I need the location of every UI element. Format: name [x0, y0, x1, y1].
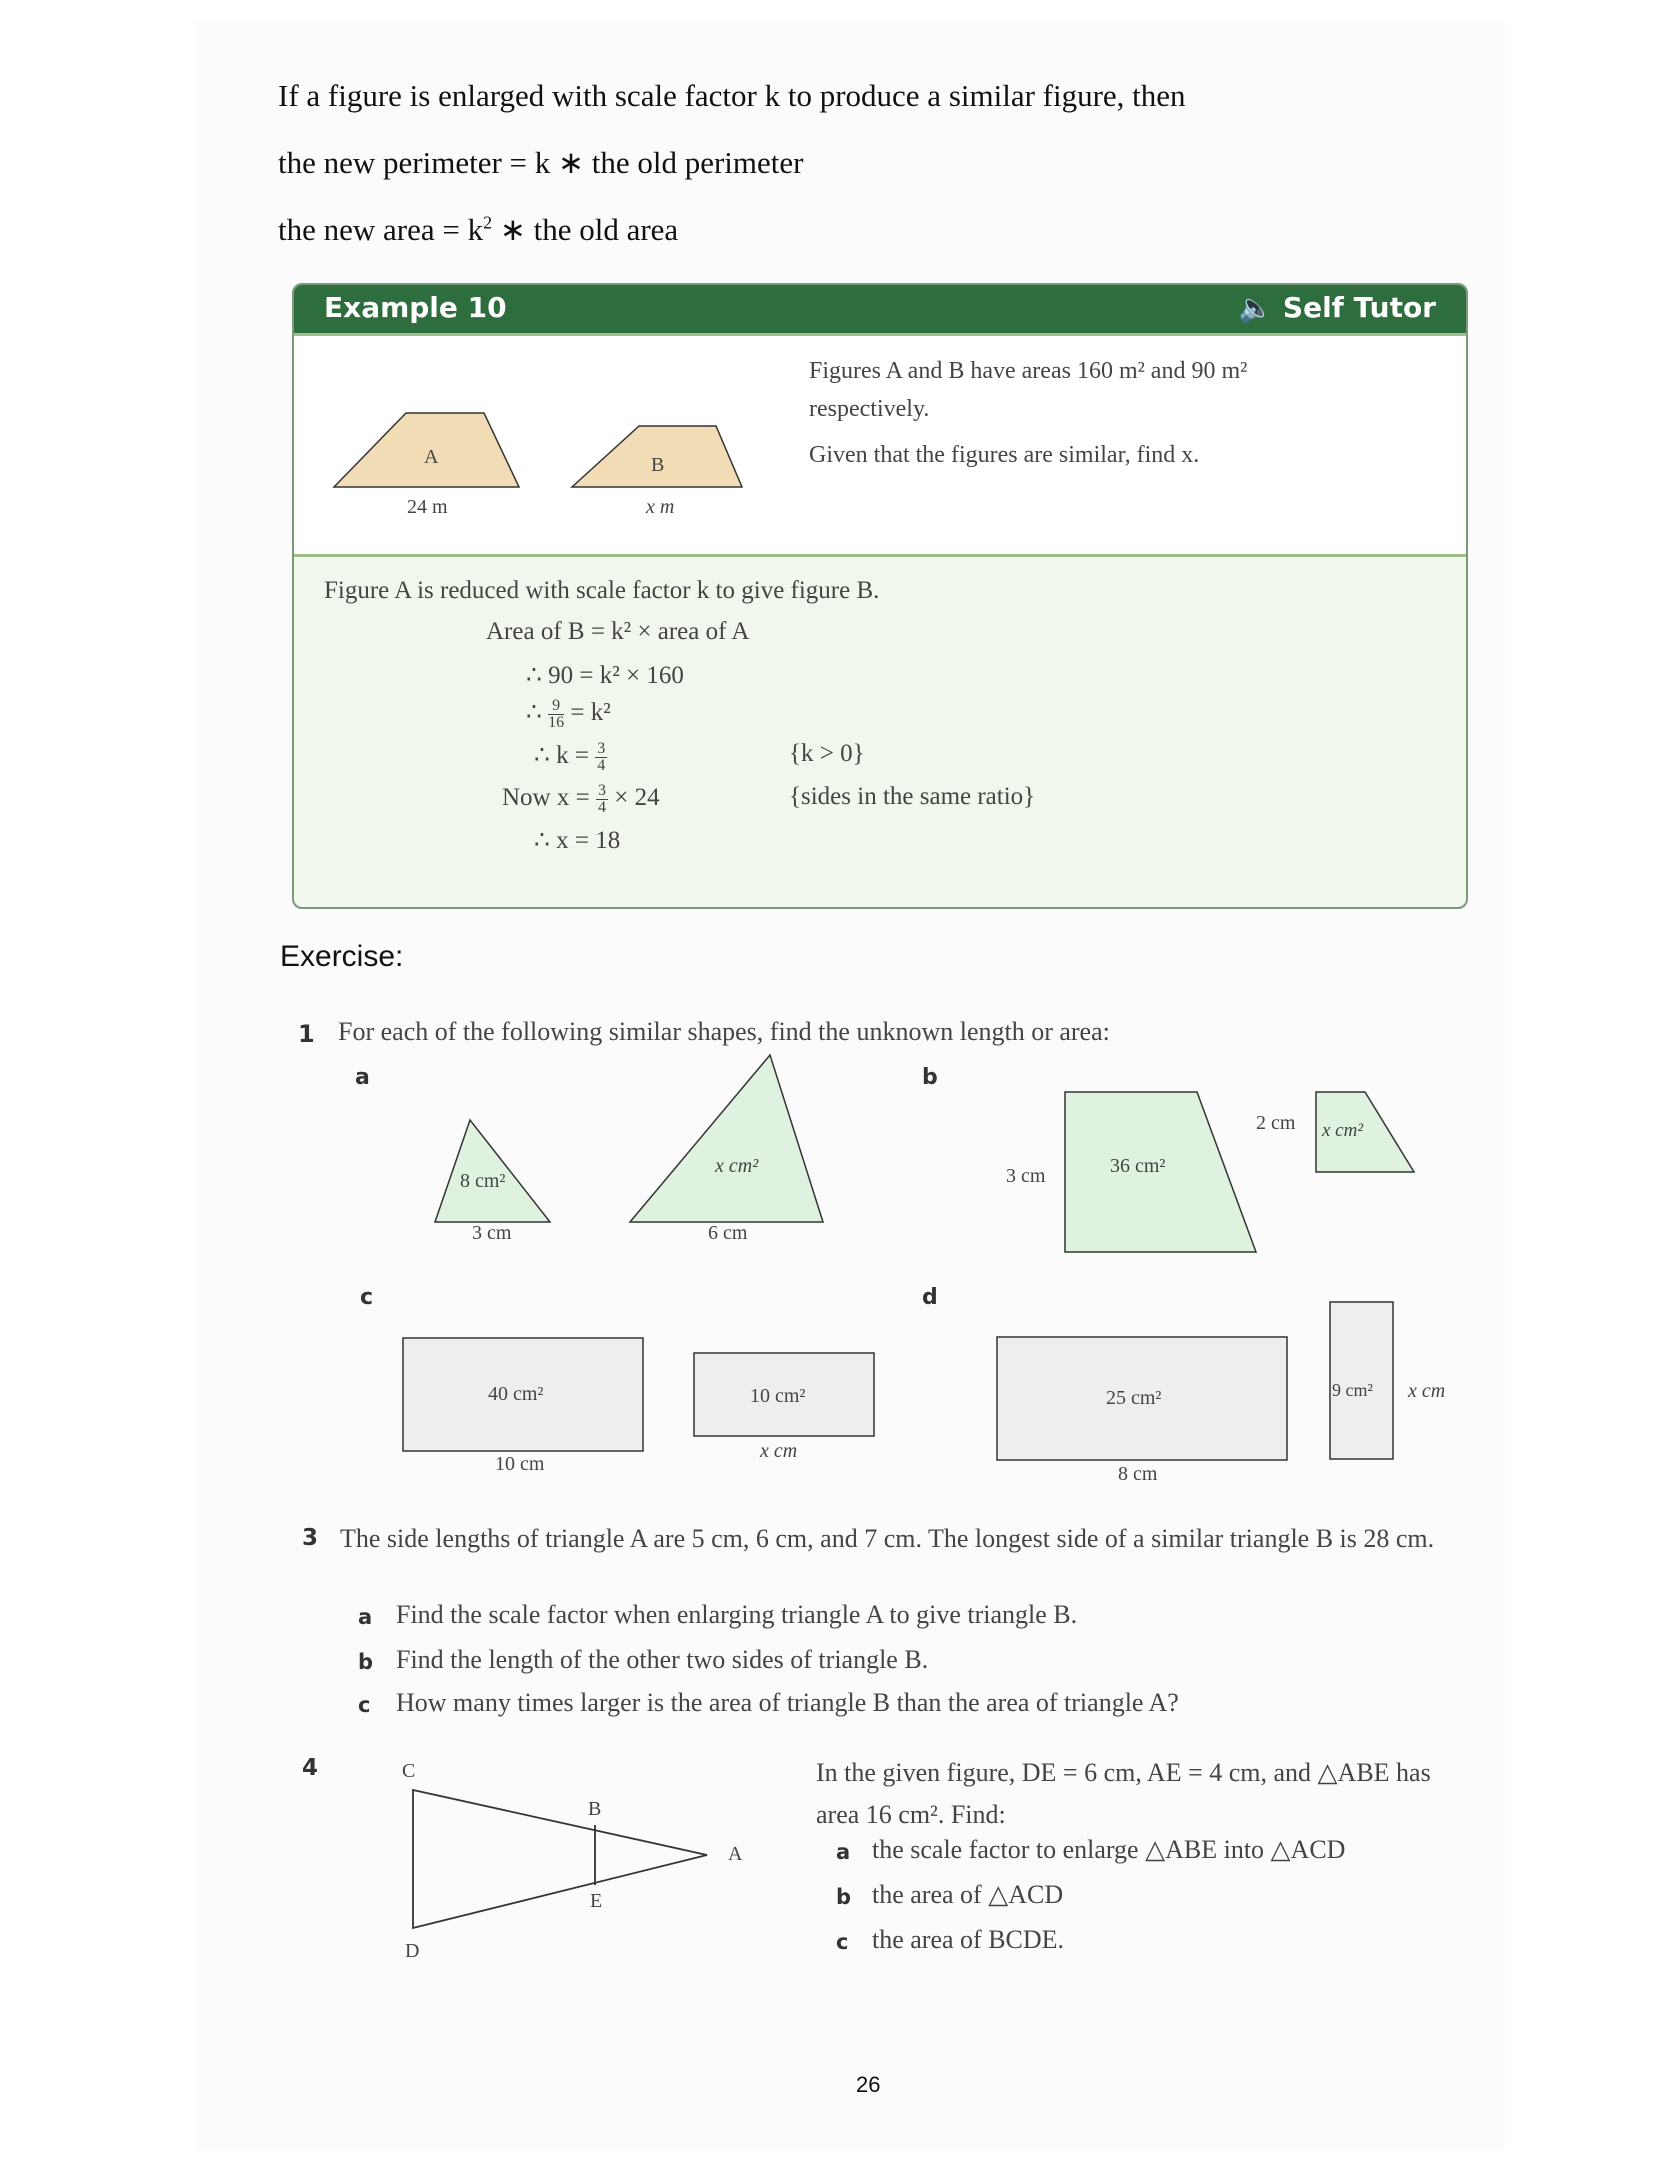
q1d-area-2: 9 cm²: [1332, 1380, 1373, 1400]
q3b-text: Find the length of the other two sides of triangle B.: [396, 1645, 929, 1674]
fig-a-base: 24 m: [407, 496, 448, 518]
q1c-base-1: 10 cm: [495, 1453, 545, 1475]
q3c-text: How many times larger is the area of triangle B than the area of triangle A?: [396, 1688, 1179, 1717]
q4-point-a: A: [728, 1843, 743, 1865]
q1c-label: c: [360, 1285, 374, 1310]
fig-a-label: A: [424, 446, 439, 468]
q1d-base-1: 8 cm: [1118, 1463, 1158, 1485]
solution-line-5: Now x = $\frac{3}{4}$ × 24: [502, 782, 660, 816]
q1b-area-2: x cm²: [1322, 1120, 1364, 1141]
q4-point-c: C: [402, 1760, 416, 1782]
fig-b-base: x m: [646, 496, 675, 518]
fig-b-label: B: [651, 454, 665, 476]
exercise-heading: Exercise:: [280, 940, 404, 973]
page-number: 26: [856, 2072, 881, 2097]
q1c-base-2: x cm: [760, 1440, 798, 1462]
q3-number: 3: [302, 1525, 319, 1551]
solution-line-6: ∴ x = 18: [534, 827, 621, 854]
q1b-side-2: 2 cm: [1256, 1112, 1296, 1134]
solution-line-1: Area of B = k² × area of A: [486, 618, 750, 645]
q1d-area-1: 25 cm²: [1106, 1387, 1162, 1409]
intro-line-2: the new perimeter = k ∗ the old perimeter: [278, 145, 804, 180]
q4a-label: a: [836, 1840, 851, 1864]
q1b-area-1: 36 cm²: [1110, 1155, 1166, 1177]
q1d-label: d: [922, 1285, 938, 1310]
q1a-area-2: x cm²: [715, 1155, 759, 1177]
q4a-text: the scale factor to enlarge △ABE into △ACD: [872, 1835, 1346, 1864]
q3c-label: c: [358, 1693, 371, 1717]
q4b-label: b: [836, 1885, 852, 1909]
q1b-side-1: 3 cm: [1006, 1165, 1046, 1187]
q1-number: 1: [298, 1020, 315, 1048]
q1d-side-2: x cm: [1408, 1380, 1446, 1402]
example-title: Example 10: [324, 291, 507, 324]
solution-line-3: ∴ $\frac{9}{16}$ = k²: [526, 696, 611, 731]
q4-triangle-acd: [413, 1790, 707, 1928]
self-tutor-button[interactable]: 🔈 Self Tutor: [1238, 291, 1436, 324]
q3a-text: Find the scale factor when enlarging triangle A to give triangle B.: [396, 1600, 1078, 1629]
example-problem: Figures A and B have areas 160 m² and 90 m² respectively. Given that the figures are similar, find x.: [809, 358, 1248, 468]
q4-point-e: E: [590, 1890, 603, 1912]
q3a-label: a: [358, 1605, 373, 1629]
intro-line-3: the new area = $k^2$ ∗ the old area: [278, 212, 679, 247]
q1a-base-2: 6 cm: [708, 1222, 748, 1244]
q4-number: 4: [302, 1755, 319, 1781]
solution-note-1: {k > 0}: [789, 740, 865, 767]
q4-text: In the given figure, DE = 6 cm, AE = 4 cm, and △ABE has area 16 cm². Find:: [816, 1758, 1431, 1829]
q4-point-b: B: [588, 1798, 602, 1820]
q4-point-d: D: [405, 1940, 420, 1962]
q1c-area-2: 10 cm²: [750, 1385, 806, 1407]
q1a-triangle-2: [630, 1055, 823, 1222]
solution-intro: Figure A is reduced with scale factor k to give figure B.: [324, 577, 880, 604]
q1a-label: a: [355, 1065, 370, 1090]
q1c-area-1: 40 cm²: [488, 1383, 544, 1405]
q4c-text: the area of BCDE.: [872, 1925, 1065, 1954]
solution-note-2: {sides in the same ratio}: [789, 783, 1036, 810]
q1-text: For each of the following similar shapes, find the unknown length or area:: [338, 1017, 1110, 1046]
q1b-label: b: [922, 1065, 938, 1090]
q1a-area-1: 8 cm²: [460, 1170, 506, 1192]
intro-line-1: If a figure is enlarged with scale factor k to produce a similar figure, then: [278, 78, 1186, 113]
q4b-text: the area of △ACD: [872, 1880, 1064, 1909]
speaker-icon: 🔈: [1238, 291, 1274, 324]
q3b-label: b: [358, 1650, 374, 1674]
q4c-label: c: [836, 1930, 849, 1954]
solution-line-2: ∴ 90 = k² × 160: [526, 662, 684, 689]
q3-text: The side lengths of triangle A are 5 cm, 6 cm, and 7 cm. The longest side of a similar triangle B is 28 cm.: [340, 1524, 1435, 1553]
solution-line-4: ∴ k = $\frac{3}{4}$: [534, 739, 606, 774]
q1a-base-1: 3 cm: [472, 1222, 512, 1244]
